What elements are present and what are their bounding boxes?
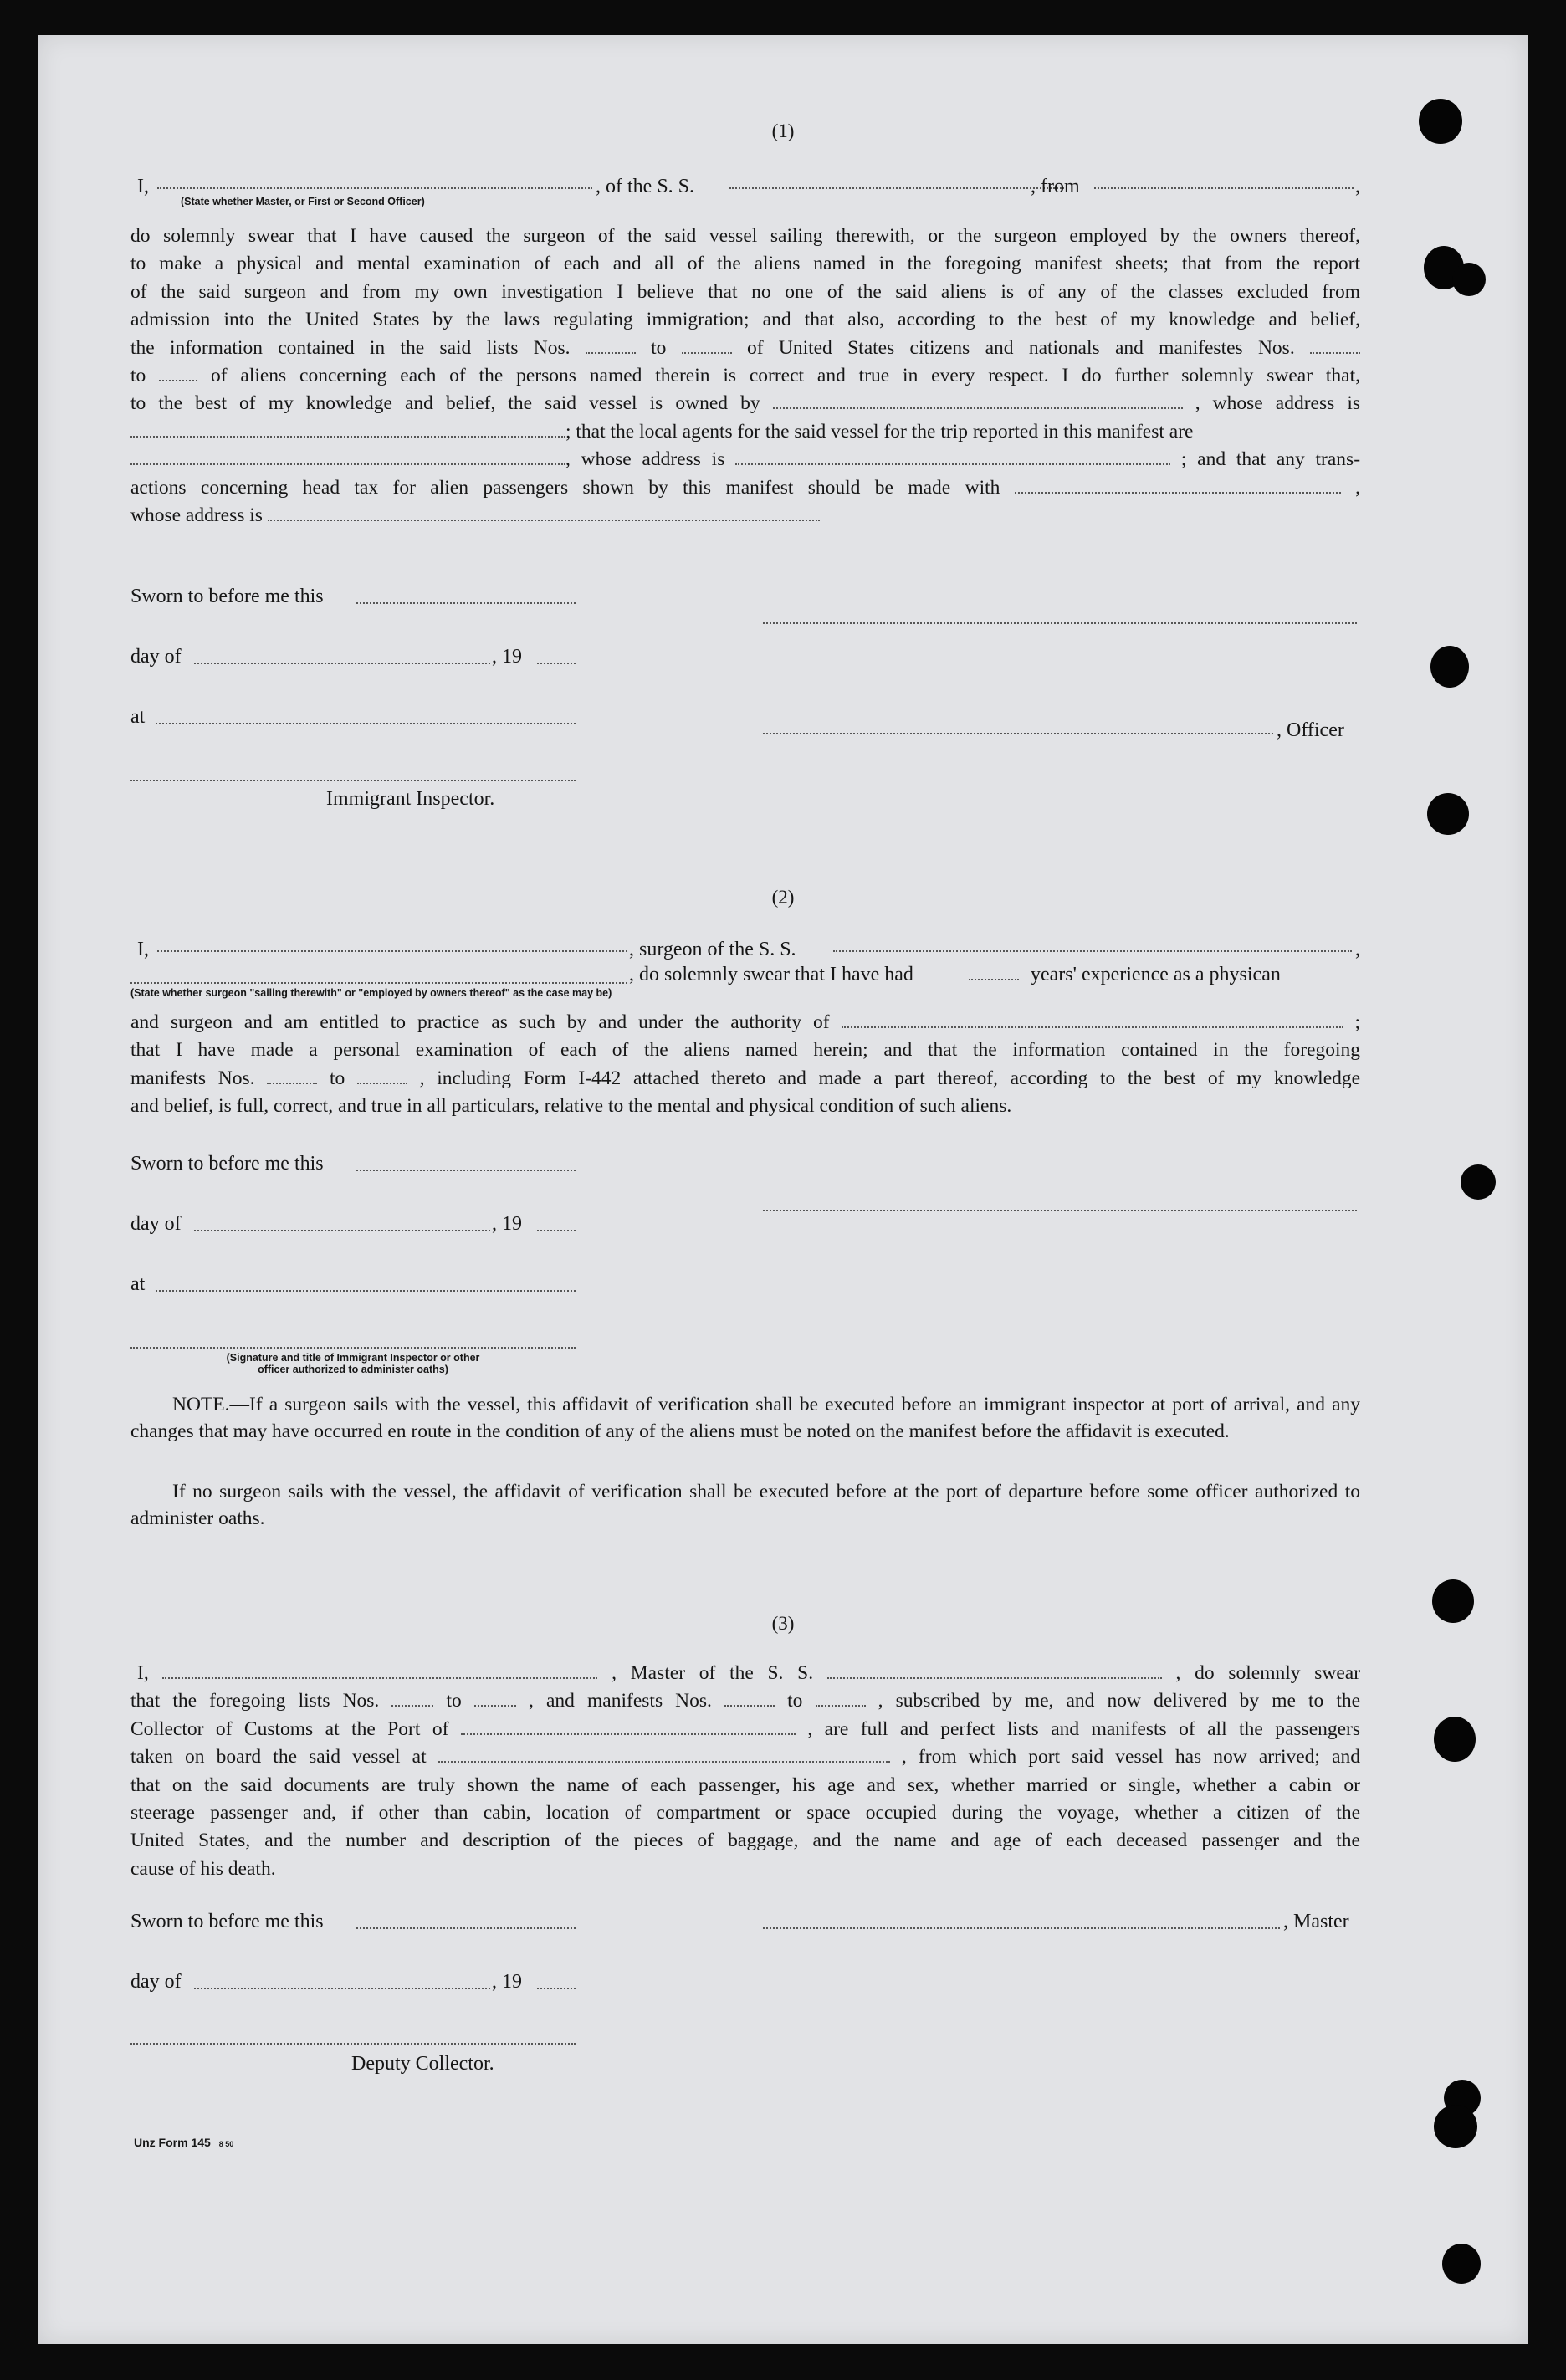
s2-inspector-signature-field[interactable] xyxy=(130,1347,576,1349)
s1-whose-address-label: whose address is xyxy=(130,504,263,527)
s3-port-line xyxy=(130,1716,1360,1743)
s1-lists-line xyxy=(130,335,1360,362)
document-page xyxy=(38,35,1528,2344)
s1-headtax-line xyxy=(130,474,1360,502)
s3-oath-line: steerage passenger and, if other than cabin, location of compartment or space occupied during the voyage, whether a citizen of the xyxy=(130,1802,1360,1825)
s3-lists-label: that the foregoing lists Nos. xyxy=(130,1690,380,1712)
s2-sworn-date-field[interactable] xyxy=(356,1170,576,1171)
s1-signature-field[interactable] xyxy=(763,622,1357,624)
s2-manifests-to-field[interactable] xyxy=(357,1066,407,1084)
s3-sworn-date-field[interactable] xyxy=(356,1927,576,1929)
s2-surgeon-of-label: , surgeon of the S. S. xyxy=(629,939,796,960)
s3-lists-line xyxy=(130,1687,1360,1715)
s2-manifests-from-field[interactable] xyxy=(267,1066,317,1084)
s3-oath-line: cause of his death. xyxy=(130,1857,276,1880)
s1-inspector-label: Immigrant Inspector. xyxy=(326,788,495,810)
s1-lists-label: the information contained in the said lists Nos. xyxy=(130,336,571,359)
s2-authority-line xyxy=(130,1009,1360,1036)
s1-comma: , xyxy=(1355,176,1360,197)
s2-month-field[interactable] xyxy=(194,1230,490,1231)
s1-from-label: , from xyxy=(1031,176,1080,197)
s2-surgeon-name-field[interactable] xyxy=(157,950,627,952)
s3-taken-line xyxy=(130,1743,1360,1771)
s3-master-signature-field[interactable] xyxy=(763,1927,1280,1929)
s1-oath-text xyxy=(130,223,1360,530)
s2-signature-field[interactable] xyxy=(763,1210,1357,1211)
section-3-number: (3) xyxy=(771,1613,795,1634)
s1-month-field[interactable] xyxy=(194,663,490,664)
s1-aliens-line xyxy=(130,362,1360,390)
s3-port-field[interactable] xyxy=(461,1717,796,1735)
s2-authority-field[interactable] xyxy=(842,1010,1343,1028)
s1-oath-line: to make a physical and mental examination of each and all of the aliens named in the foregoing manifest sheets; that from the report xyxy=(130,253,1360,275)
s3-taken-at-field[interactable] xyxy=(438,1744,890,1763)
s2-dayof-label: day of xyxy=(130,1213,182,1235)
punch-hole xyxy=(1452,263,1486,296)
s2-physician-label: years' experience as a physican xyxy=(1031,964,1281,985)
s3-master-line xyxy=(130,1660,1360,1687)
s1-year-label: , 19 xyxy=(492,646,522,668)
punch-hole xyxy=(1442,2244,1481,2284)
s2-oath-line: and belief, is full, correct, and true in all particulars, relative to the mental and physical condition of such aliens. xyxy=(130,1095,1012,1118)
s1-officer-caption: (State whether Master, or First or Second Officer) xyxy=(181,196,425,207)
s3-year-field[interactable] xyxy=(537,1988,576,1989)
punch-hole xyxy=(1434,1717,1476,1762)
s3-month-field[interactable] xyxy=(194,1988,490,1989)
s2-years-label: , do solemnly swear that I have had xyxy=(629,964,914,985)
s3-dayof-label: day of xyxy=(130,1971,182,1993)
s1-agents-address-line xyxy=(130,446,1360,473)
punch-hole xyxy=(1427,793,1469,835)
s3-manifests-label: , and manifests Nos. xyxy=(529,1690,712,1712)
s1-officer-label: , Officer xyxy=(1277,719,1344,741)
s1-sworn-date-field[interactable] xyxy=(356,602,576,604)
s1-manifests-from-field[interactable] xyxy=(1310,335,1360,354)
s1-oath-line: admission into the United States by the laws regulating immigration; and that also, according to the best of my knowledge and belief, xyxy=(130,309,1360,331)
s1-agents-field[interactable] xyxy=(130,447,566,465)
s2-year-field[interactable] xyxy=(537,1230,576,1231)
s3-to-label: to xyxy=(787,1690,803,1712)
s2-sig-caption-1: (Signature and title of Immigrant Inspector or other xyxy=(226,1352,480,1364)
s1-aliens-text: of aliens concerning each of the persons named therein is correct and true in every respect. I do further solemnly swear that, xyxy=(210,365,1360,387)
s3-arrived-label: , from which port said vessel has now arrived; and xyxy=(901,1746,1361,1768)
s3-to-label: to xyxy=(446,1690,462,1712)
s3-master-name-field[interactable] xyxy=(162,1661,597,1679)
s1-from-field[interactable] xyxy=(1094,187,1354,189)
s1-oath-line: do solemnly swear that I have caused the surgeon of the said vessel sailing therewith, or the surgeon employed by the owners thereof, xyxy=(130,225,1360,247)
s3-port-label: Collector of Customs at the Port of xyxy=(130,1717,449,1740)
punch-hole xyxy=(1430,646,1469,688)
punch-hole xyxy=(1461,1164,1496,1200)
s2-to-label: to xyxy=(329,1067,345,1089)
s2-manifests-line xyxy=(130,1065,1360,1093)
s3-oath-line: that on the said documents are truly shown the name of each passenger, his age and sex, whether married or single, whether a cabin or xyxy=(130,1773,1360,1796)
s2-sworn-label: Sworn to before me this xyxy=(130,1153,324,1175)
s2-surgeon-caption: (State whether surgeon "sailing therewith" or "employed by owners thereof" as the case may be) xyxy=(130,987,612,999)
s2-comma: , xyxy=(1355,939,1360,960)
s3-lists-from-field[interactable] xyxy=(392,1688,433,1707)
s3-subscribed-label: , subscribed by me, and now delivered by me to the xyxy=(878,1690,1361,1712)
s1-owner-field[interactable] xyxy=(773,391,1183,409)
s1-i-label: I, xyxy=(137,176,149,197)
form-date: 8 50 xyxy=(218,2140,234,2148)
s1-headtax-field[interactable] xyxy=(1015,475,1341,494)
s2-form-text: , including Form I-442 attached thereto and made a part thereof, according to the best of my knowledge xyxy=(419,1067,1361,1089)
s3-deputy-label: Deputy Collector. xyxy=(351,2053,494,2075)
s2-i-label: I, xyxy=(137,939,149,960)
s2-oath-text xyxy=(130,1009,1360,1121)
s3-taken-label: taken on board the said vessel at xyxy=(130,1746,427,1768)
form-number-text: Unz Form 145 xyxy=(134,2136,211,2149)
s1-agents-label: ; that the local agents for the said vessel for the trip reported in this manifest are xyxy=(566,420,1194,443)
s1-agents-line xyxy=(130,418,1360,446)
s3-master-label: , Master xyxy=(1283,1911,1349,1932)
s1-owner-line xyxy=(130,390,1360,417)
s3-manifests-to-field[interactable] xyxy=(816,1688,866,1707)
s2-vessel-name-field[interactable] xyxy=(833,950,1352,952)
s2-manifests-label: manifests Nos. xyxy=(130,1067,255,1089)
s1-officer-signature-field[interactable] xyxy=(763,733,1273,734)
s3-vessel-name-field[interactable] xyxy=(827,1661,1162,1679)
s3-swear-label: , do solemnly swear xyxy=(1175,1662,1361,1684)
s2-years-field[interactable] xyxy=(969,979,1019,980)
s1-owner-address-field[interactable] xyxy=(130,419,566,438)
s1-officer-name-field[interactable] xyxy=(157,187,592,189)
s1-lists-to-field[interactable] xyxy=(682,335,732,354)
s3-i-label: I, xyxy=(137,1662,149,1684)
s3-lists-text: , are full and perfect lists and manifests of all the passengers xyxy=(807,1717,1361,1740)
s2-at-label: at xyxy=(130,1273,146,1295)
s1-at-field[interactable] xyxy=(156,723,576,724)
s1-at-label: at xyxy=(130,706,146,728)
s1-agents-address-field[interactable] xyxy=(735,447,1170,465)
s3-manifests-from-field[interactable] xyxy=(724,1688,775,1707)
s1-comma: , xyxy=(1355,476,1360,499)
s1-headtax-label: actions concerning head tax for alien passengers shown by this manifest should be made with xyxy=(130,476,1000,499)
s3-lists-to-field[interactable] xyxy=(474,1688,516,1707)
s2-at-field[interactable] xyxy=(156,1290,576,1292)
s1-year-field[interactable] xyxy=(537,663,576,664)
s3-oath-line: United States, and the number and description of the pieces of baggage, and the name and age of each deceased passenger and the xyxy=(130,1830,1360,1852)
s1-trans-label: ; and that any trans- xyxy=(1180,448,1361,471)
s1-headtax-address-field[interactable] xyxy=(268,503,820,521)
s1-to-label: to xyxy=(651,336,667,359)
s1-vessel-name-field[interactable] xyxy=(729,187,1064,189)
s1-sworn-label: Sworn to before me this xyxy=(130,586,324,607)
s1-lists-from-field[interactable] xyxy=(586,335,636,354)
s2-surgeon-type-field[interactable] xyxy=(130,982,627,984)
s3-sworn-label: Sworn to before me this xyxy=(130,1911,324,1932)
s1-agents-address-label: , whose address is xyxy=(566,448,725,471)
s2-authority-label: and surgeon and am entitled to practice as such by and under the authority of xyxy=(130,1011,830,1033)
s1-oath-line: of the said surgeon and from my own investigation I believe that no one of the said aliens is of any of the classes excluded from xyxy=(130,280,1360,303)
s1-to-label: to xyxy=(130,365,146,387)
s2-sig-caption-2: officer authorized to administer oaths) xyxy=(258,1364,448,1375)
punch-hole xyxy=(1434,2105,1477,2148)
s2-note-1: NOTE.—If a surgeon sails with the vessel, this affidavit of verification shall be executed before an immigrant inspector at port of arrival, and any changes that may have occurred en route in the condition of any of the aliens must be noted on the manifest before the affidavit is executed. xyxy=(130,1394,1360,1442)
s1-of-ss-label: , of the S. S. xyxy=(596,176,695,197)
s1-whose-address-line xyxy=(130,502,1360,530)
s3-master-of-label: , Master of the S. S. xyxy=(612,1662,814,1684)
s2-oath-line: that I have made a personal examination of each of the aliens named herein; and that the information contained in the foregoing xyxy=(130,1039,1360,1062)
s3-year-label: , 19 xyxy=(492,1971,522,1993)
section-1-number: (1) xyxy=(771,120,795,141)
s1-manifests-label: of United States citizens and nationals and manifestes Nos. xyxy=(746,336,1295,359)
section-2-number: (2) xyxy=(771,887,795,908)
s1-owner-label: to the best of my knowledge and belief, the said vessel is owned by xyxy=(130,392,760,415)
s3-deputy-signature-field[interactable] xyxy=(130,2043,576,2045)
s1-manifests-to-field[interactable] xyxy=(159,363,197,381)
form-number xyxy=(134,2137,233,2150)
s1-inspector-signature-field[interactable] xyxy=(130,780,576,781)
s3-oath-text xyxy=(130,1660,1360,1883)
s2-note-2: If no surgeon sails with the vessel, the affidavit of verification shall be executed before at the port of departure before some officer authorized to administer oaths. xyxy=(130,1481,1360,1529)
s1-dayof-label: day of xyxy=(130,646,182,668)
s2-semicolon: ; xyxy=(1354,1011,1361,1033)
s2-year-label: , 19 xyxy=(492,1213,522,1235)
s1-owner-address-label: , whose address is xyxy=(1195,392,1361,415)
